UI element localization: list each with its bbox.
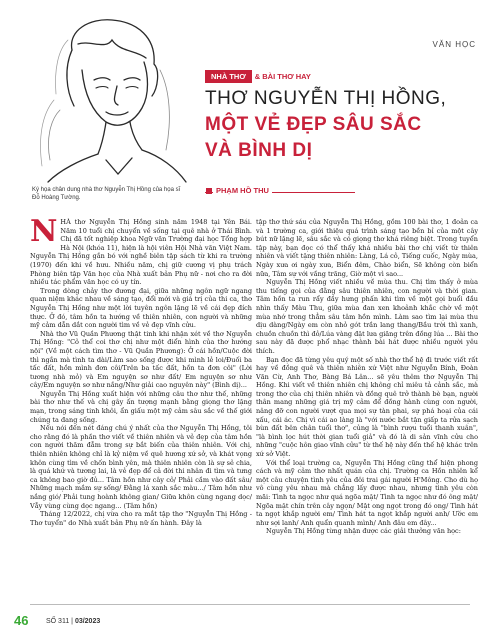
article-paragraph: Trong dòng chảy thơ đương đại, giữa những ngôn ngữ ngang quan niệm khác nhau về sáng tạo, đổi mới và giá trị của thi ca, thơ Nguyễn Thị Hồng như một lời tuyên ngôn lặng lẽ về cái đẹp đích thực. Ở đó, tâm hồn ta hướng về thiên nhiên, con người và những mỹ cảm dẫn dắt con người tìm về vẻ đẹp vĩnh cửu. bbox=[30, 286, 252, 330]
article-paragraph: NHÀ thơ Nguyễn Thị Hồng sinh năm 1948 tại Yên Bái. Năm 10 tuổi chị chuyển về sống tại quê nhà ở Thái Bình. Chị đã tốt nghiệp khoa Ngữ văn Trường đại học Tổng hợp Hà Nội (khóa 11), hiện là hội viên Hội Nhà văn Việt Nam. Nguyễn Thị Hồng gắn bó với nghề biên tập sách từ khi ra trường (1970) đến khi về hưu. Nhiều năm, chị giữ cương vị phụ trách Phòng biên tập Văn học của Nhà xuất bản Phụ nữ - nơi cho ra đời nhiều tác phẩm văn học có uy tín. bbox=[30, 218, 252, 287]
category-tag-secondary: & BÀI THƠ HAY bbox=[254, 72, 311, 81]
issue-date: 03/2023 bbox=[74, 618, 101, 625]
category-tag-primary: NHÀ THƠ bbox=[205, 70, 252, 83]
section-label: VĂN HỌC bbox=[432, 40, 476, 49]
article-paragraph: tập thơ thứ sáu của Nguyễn Thị Hồng, gồm 100 bài thơ, 1 đoản ca và 1 trường ca, giới thiệu quá trình sáng tạo bền bỉ của một cây bút nữ lặng lẽ, sâu sắc và có giọng thơ khá riêng biệt. Trong tuyển tập này, bạn đọc có thể thấy khá nhiều bài thơ chị viết từ thiên nhiên và viết tặng thiên nhiên: Làng, Lá cỏ, Tiếng cuốc, Ngày mùa, Ngày xưa ơi ngày xưa, Biển đêm, Chào biển, Sẽ không còn biển nữa, Tâm sự với vầng trăng, Giờ một vì sao... bbox=[256, 218, 478, 278]
page-number: 46 bbox=[14, 613, 29, 628]
article-paragraph: Nguyễn Thị Hồng xuất hiện với những câu thơ như thế, những bài thơ như thế và chị gây ấn tượng mạnh bằng giọng thơ lặng mạn, trong sáng tinh khôi, ẩn giấu một mỹ cảm sâu sắc về thế giới chúng ta đang sống. bbox=[30, 389, 252, 424]
article-paragraph: Với thể loại trường ca, Nguyễn Thị Hồng cũng thể hiện phong cách và mỹ cảm thơ nhất quán của chị. Trường ca Hồn nhiên kể một câu chuyện tình yêu của đôi trai gái người H'Mông. Cho dù họ vô cùng yêu nhau mà chẳng lấy được nhau, nhưng tình yêu còn mãi: Tình ta ngọc như quá ngõa mặt/ Tình ta ngọc như đó ông mặt/ Ngõa mặt chín trên cây ngọn/ Mật ong ngọt trong đó ong/ Tình hát ta ngọt khắp người em/ Tình hát ta ngọt khắp người anh/ Ước em như sợi lanh/ Anh quẩn quanh mình/ Anh đâu em đây... bbox=[256, 458, 478, 527]
article-paragraph: Nguyễn Thị Hồng từng nhận được các giải thưởng văn học: bbox=[266, 527, 461, 536]
portrait-caption: Ký họa chân dung nhà thơ Nguyễn Thị Hồng của họa sĩ Đỗ Hoàng Tường. bbox=[32, 187, 181, 201]
article-column-left bbox=[30, 218, 252, 596]
article-paragraph: Tháng 12/2022, chị vừa cho ra mắt tập thơ "Nguyễn Thị Hồng - Thơ tuyển" do Nhà xuất bản Phụ nữ ấn hành. Đây là bbox=[30, 510, 252, 527]
drop-cap: N bbox=[30, 218, 58, 249]
article-title-line-1: THƠ NGUYỄN THỊ HỒNG, bbox=[205, 88, 447, 109]
article-paragraph: Nếu nói đến nét đáng chú ý nhất của thơ Nguyễn Thị Hồng, tôi cho rằng đó là phần thơ viết về thiên nhiên và vẻ đẹp của tâm hồn con người thăm đẫm trong sự bắt biến của thiên nhiên. Với chị, thiên nhiên không chỉ là kỷ niệm về quê hương xứ sở, và khát vọng khôn cùng tìm về chốn bình yên, mà thiên nhiên còn là sự sẻ chia, là quá khứ và tương lai, là vẻ đẹp để cả đời thi nhân đi tìm và tưng ca không bao giờ đủ... Tâm hồn như cây cỏ/ Phải cầm vào đất sâu/ Những mạch mầm sự sống/ Đằng lá xanh sắc màu.../ Tâm hồn như nắng gió/ Phải tung hoành không gian/ Giữa khôn cùng ngang dọc/ Vẫy vùng cùng dọc ngang... (Tâm hồn) bbox=[30, 424, 252, 510]
author-byline: PHẠM HỒ THU bbox=[213, 186, 272, 195]
footer-divider bbox=[30, 604, 470, 605]
issue-separator: | bbox=[71, 618, 75, 625]
article-paragraph: Nhà thơ Vũ Quần Phương thật tinh khi nhận xét về thơ Nguyễn Thị Hồng: "Cỏ thể coi thơ chị như một điển hình của thơ hướng nội" (Về một cách tìm thơ - Vũ Quần Phương): Ở cái hồn/Cuộc đời thì ngắn mà tình ta dài/Làm sao sống được khi mình lẻ loi/Đuối ba tấc đất, hồn mình đơn côi/Trên ba tấc đất, hồn ta đơn côi" (Lời tương nhà mỏ) và Em nguyện sơ như đất/ Em nguyện sơ như cây/Em nguyện sơ như nắng/Như giải cao nguyên này" (Bình dị)... bbox=[30, 329, 252, 390]
issue-label: SỐ 311 bbox=[46, 618, 70, 625]
issue-info bbox=[46, 618, 100, 625]
article-title-line-2: MỘT VẺ ĐẸP SÂU SẮC bbox=[205, 114, 422, 135]
article-title-line-3: VÀ BÌNH DỊ bbox=[205, 140, 313, 161]
article-column-right bbox=[256, 218, 478, 596]
portrait-sketch bbox=[20, 10, 190, 185]
category-tags bbox=[205, 70, 311, 83]
article-paragraph: Bạn đọc đã từng yêu quý một số nhà thơ thể hệ đi trước viết rất hay về đồng quê và thiên nhiên xứ Việt như Nguyễn Bính, Đoàn Văn Cừ, Anh Thơ, Bàng Bá Lân... sẽ yêu thêm thơ Nguyễn Thị Hồng. Khi viết về thiên nhiên chị không chỉ miêu tả cảnh sắc, mà trong thơ của chị thiên nhiên và đồng quê trở thành bè bạn, người thân mang những giá trị mỹ cảm để đồng hành cùng con người, nâng đỡ con người vượt qua mọi sự tàn phai, sự phá hoại của cái xấu, cái ác. Chị vì cái ao làng là "với nước bắt tận giấp ta rửa sạch bùn đất bên chân tuổi thơ", củng là "bình rượu tuổi thanh xuân", "là bình lọc hút thời gian tuổi giả" và đó là di sản vĩnh cửu cho những "cuộc hôn giao vĩnh cửu" từ thế hệ này đến thế hệ khác trên xứ sở Việt. bbox=[256, 355, 478, 459]
article-paragraph: Nguyễn Thị Hồng viết nhiều về mùa thu. Chị tìm thấy ở mùa thu tiếng gọi của đằng sâu thiên nhiên, con người và thời gian. Tâm hồn ta run rẩy đầy hưng phấn khi tìm về một gọi buổi đầu nhìn thấy Màu Thu, giữa mùa đan xen khoảnh khắc chờ về một mùa nhớ trong thẳm sâu tâm hồn mình. Làm sao tìm lại mùa thu dịu dàng/Ngày em còn nhỏ gót trần lang thang/Bầu trời thì xanh, chuồn chuồn thì đỏ/Lúa vàng đặt lưa giăng trên đồng lúa ... Bài thơ sau này đã được phổ nhạc thành bài hát được nhiều người yêu thích. bbox=[256, 278, 478, 355]
author-marker-icon bbox=[206, 188, 212, 194]
